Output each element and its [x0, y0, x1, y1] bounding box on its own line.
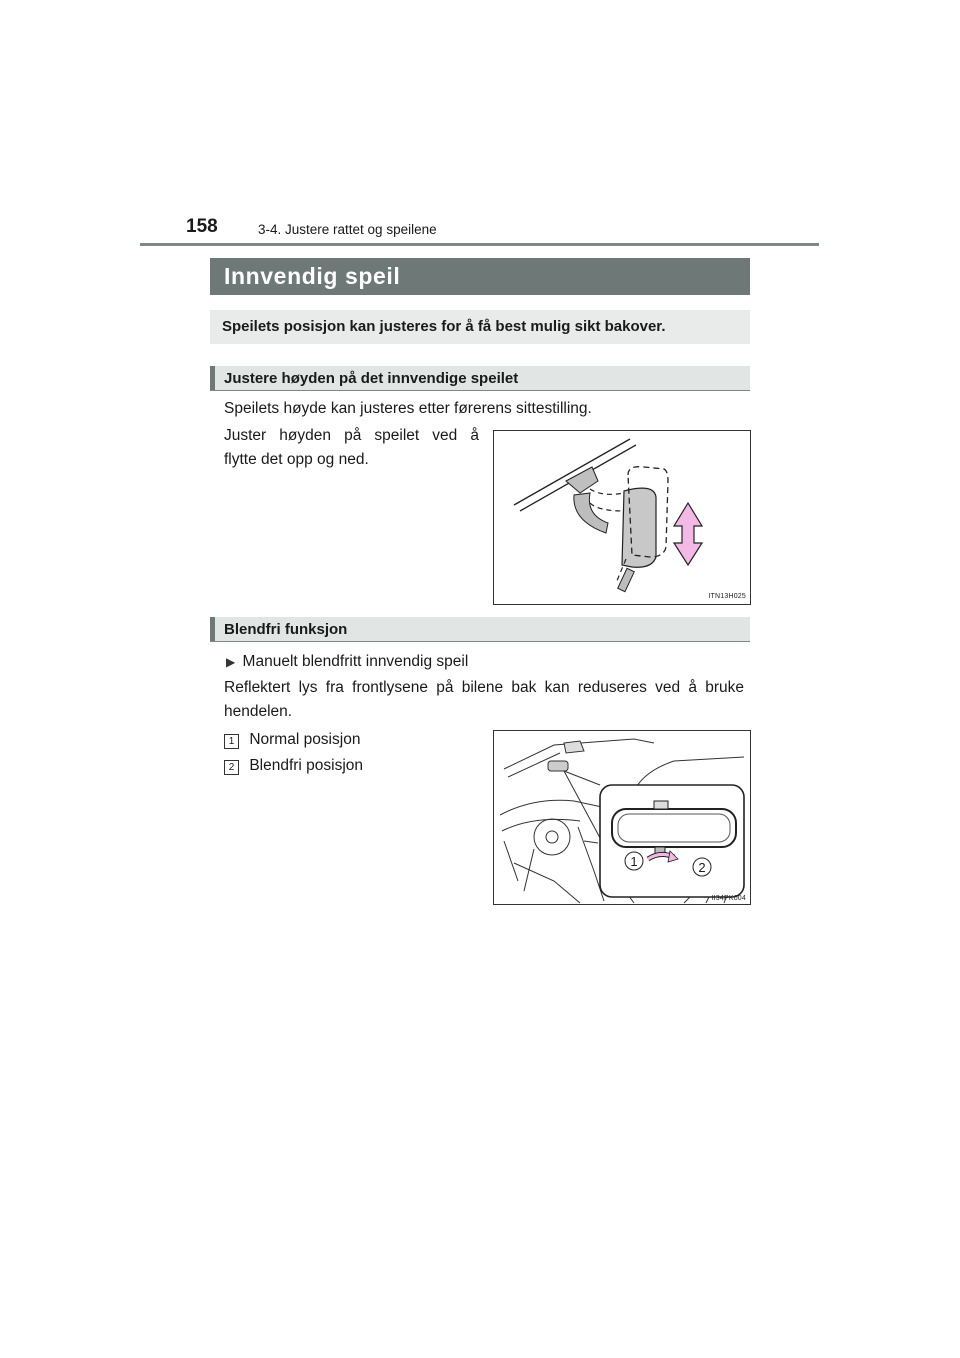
bullet-item — [226, 650, 468, 674]
figure-code: II34PK004 — [711, 895, 746, 902]
height-text-2-line1: Juster høyden på speilet ved å — [224, 427, 479, 444]
antiglare-text-line1: Reflektert lys fra frontlysene på bilene bak kan reduseres ved å bruke — [224, 679, 744, 696]
subheading-antiglare-label: Blendfri funksjon — [224, 621, 348, 638]
item-number: 1 — [224, 734, 239, 749]
height-text-2-line2: flytte det opp og ned. — [224, 451, 369, 468]
subheading-height — [210, 366, 750, 391]
figure-antiglare-mirror — [493, 730, 751, 905]
bullet-triangle-icon: ▶ — [226, 655, 236, 669]
up-down-arrow-icon — [674, 503, 702, 565]
section-breadcrumb: 3-4. Justere rattet og speilene — [258, 222, 437, 237]
item-label: Blendfri posisjon — [249, 757, 364, 774]
mirror-height-illustration — [494, 431, 750, 604]
list-item — [224, 728, 360, 752]
page-number: 158 — [186, 216, 218, 237]
car-interior-illustration — [494, 731, 750, 904]
height-text-1: Speilets høyde kan justeres etter førerens sittestilling. — [224, 400, 592, 417]
callout-2: 2 — [698, 860, 706, 875]
header-divider — [140, 243, 819, 246]
subheading-height-label: Justere høyden på det innvendige speilet — [224, 370, 519, 387]
figure-mirror-height — [493, 430, 751, 605]
subheading-stripe — [210, 617, 215, 641]
page-title: Innvendig speil — [224, 263, 401, 289]
antiglare-text-line2: hendelen. — [224, 703, 293, 720]
item-number: 2 — [224, 760, 239, 775]
bullet-text: Manuelt blendfritt innvendig speil — [242, 653, 469, 670]
list-item — [224, 754, 363, 778]
intro-text: Speilets posisjon kan justeres for å få best mulig sikt bakover. — [222, 318, 666, 335]
figure-code: ITN13H025 — [708, 593, 746, 600]
subheading-antiglare — [210, 617, 750, 642]
item-label: Normal posisjon — [249, 731, 361, 748]
subheading-stripe — [210, 366, 215, 390]
callout-1: 1 — [630, 854, 638, 869]
